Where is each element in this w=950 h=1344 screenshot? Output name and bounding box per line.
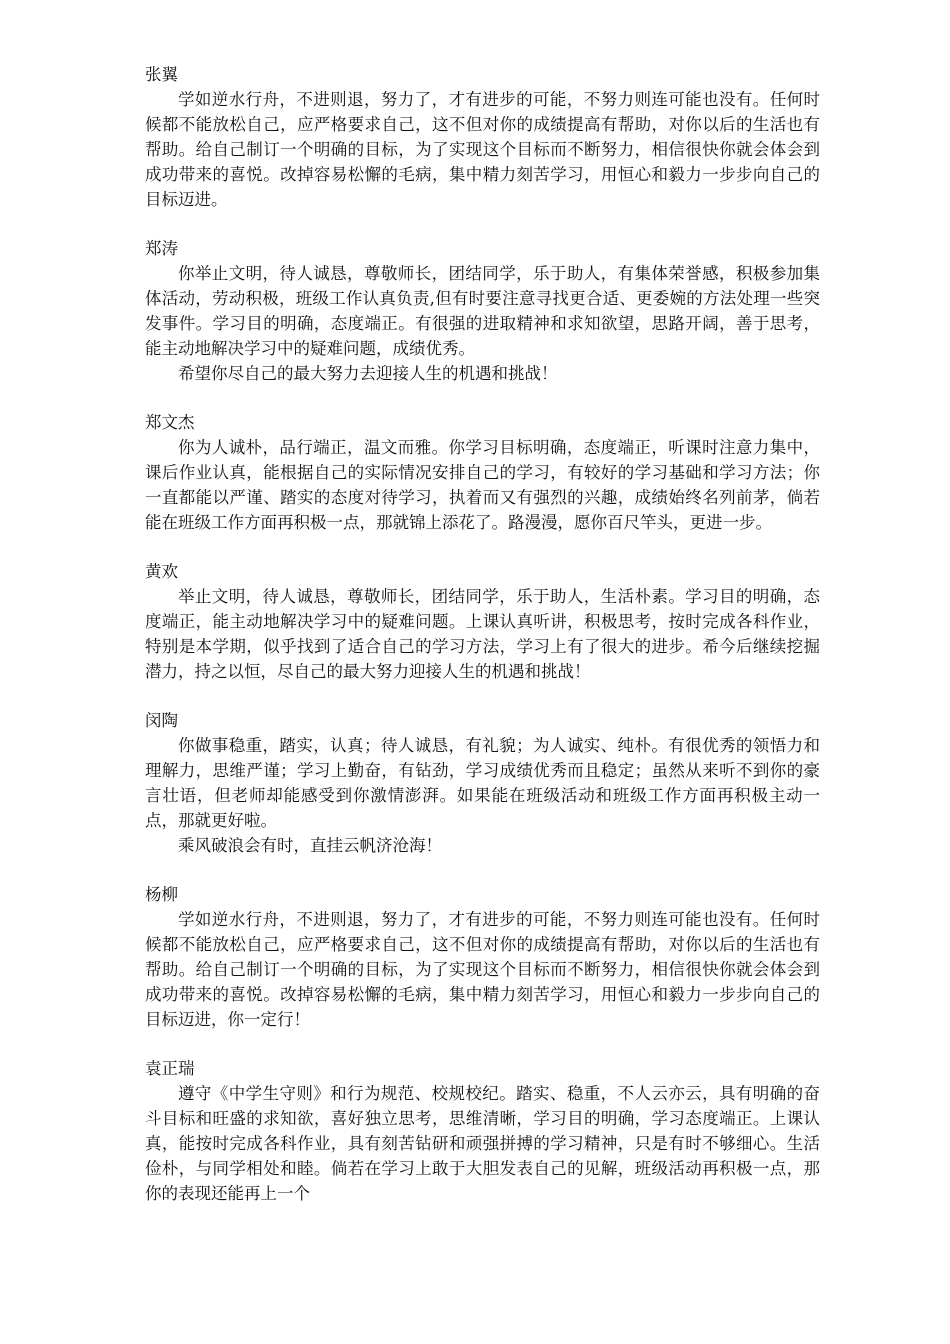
student-name: 黄欢: [145, 562, 178, 581]
comment-entry-min-tao: [145, 708, 820, 858]
comment-entry-zheng-tao: [145, 236, 820, 386]
comment-paragraph: 遵守《中学生守则》和行为规范、校规校纪。踏实、稳重，不人云亦云，具有明确的奋斗目标和旺盛的求知欲，喜好独立思考，思维清晰，学习目的明确，学习态度端正。上课认真，能按时完成各科作业，具有刻苦钻研和顽强拼搏的学习精神，只是有时不够细心。生活俭朴，与同学相处和睦。倘若在学习上敢于大胆发表自己的见解，班级活动再积极一点，那你的表现还能再上一个: [145, 1084, 820, 1203]
student-name: 郑涛: [145, 239, 178, 258]
comment-paragraph: 你举止文明，待人诚恳，尊敬师长，团结同学，乐于助人，有集体荣誉感，积极参加集体活动，劳动积极，班级工作认真负责,但有时要注意寻找更合适、更委婉的方法处理一些突发事件。学习目的明确，态度端正。有很强的进取精神和求知欲望，思路开阔，善于思考，能主动地解决学习中的疑难问题，成绩优秀。: [145, 264, 820, 358]
comment-paragraph: 你做事稳重，踏实，认真；待人诚恳，有礼貌；为人诚实、纯朴。有很优秀的领悟力和理解力，思维严谨；学习上勤奋，有钻劲，学习成绩优秀而且稳定；虽然从来听不到你的豪言壮语，但老师却能感受到你激情澎湃。如果能在班级活动和班级工作方面再积极主动一点，那就更好啦。: [145, 736, 820, 830]
student-name: 袁正瑞: [145, 1059, 195, 1078]
student-name: 郑文杰: [145, 413, 195, 432]
student-name: 张翼: [145, 65, 178, 84]
comment-entry-zheng-wenjie: [145, 410, 820, 535]
comment-paragraph: 乘风破浪会有时，直挂云帆济沧海！: [178, 836, 442, 855]
comment-entry-huang-huan: [145, 559, 820, 684]
comment-paragraph: 希望你尽自己的最大努力去迎接人生的机遇和挑战！: [178, 364, 558, 383]
comment-paragraph: 你为人诚朴，品行端正，温文而雅。你学习目标明确，态度端正，听课时注意力集中，课后作业认真，能根据自己的实际情况安排自己的学习，有较好的学习基础和学习方法；你一直都能以严谨、踏实的态度对待学习，执着而又有强烈的兴趣，成绩始终名列前茅，倘若能在班级工作方面再积极一点，那就锦上添花了。路漫漫，愿你百尺竿头，更进一步。: [145, 438, 820, 532]
comment-paragraph: 学如逆水行舟，不进则退，努力了，才有进步的可能，不努力则连可能也没有。任何时候都不能放松自己，应严格要求自己，这不但对你的成绩提高有帮助，对你以后的生活也有帮助。给自己制订一个明确的目标，为了实现这个目标而不断努力，相信很快你就会体会到成功带来的喜悦。改掉容易松懈的毛病，集中精力刻苦学习，用恒心和毅力一步步向自己的目标迈进，你一定行！: [145, 910, 820, 1029]
comment-entry-zhang-yi: [145, 62, 820, 212]
comment-entry-yang-liu: [145, 882, 820, 1032]
comment-paragraph: 学如逆水行舟，不进则退，努力了，才有进步的可能，不努力则连可能也没有。任何时候都不能放松自己，应严格要求自己，这不但对你的成绩提高有帮助，对你以后的生活也有帮助。给自己制订一个明确的目标，为了实现这个目标而不断努力，相信很快你就会体会到成功带来的喜悦。改掉容易松懈的毛病，集中精力刻苦学习，用恒心和毅力一步步向自己的目标迈进。: [145, 90, 820, 209]
student-name: 杨柳: [145, 885, 178, 904]
comment-paragraph: 举止文明，待人诚恳，尊敬师长，团结同学，乐于助人，生活朴素。学习目的明确，态度端正，能主动地解决学习中的疑难问题。上课认真听讲，积极思考，按时完成各科作业，特别是本学期，似乎找到了适合自己的学习方法，学习上有了很大的进步。希今后继续挖掘潜力，持之以恒，尽自己的最大努力迎接人生的机遇和挑战！: [145, 587, 820, 681]
document-page: [145, 62, 820, 1230]
student-name: 闵陶: [145, 711, 178, 730]
comment-entry-yuan-zhengrui: [145, 1056, 820, 1206]
